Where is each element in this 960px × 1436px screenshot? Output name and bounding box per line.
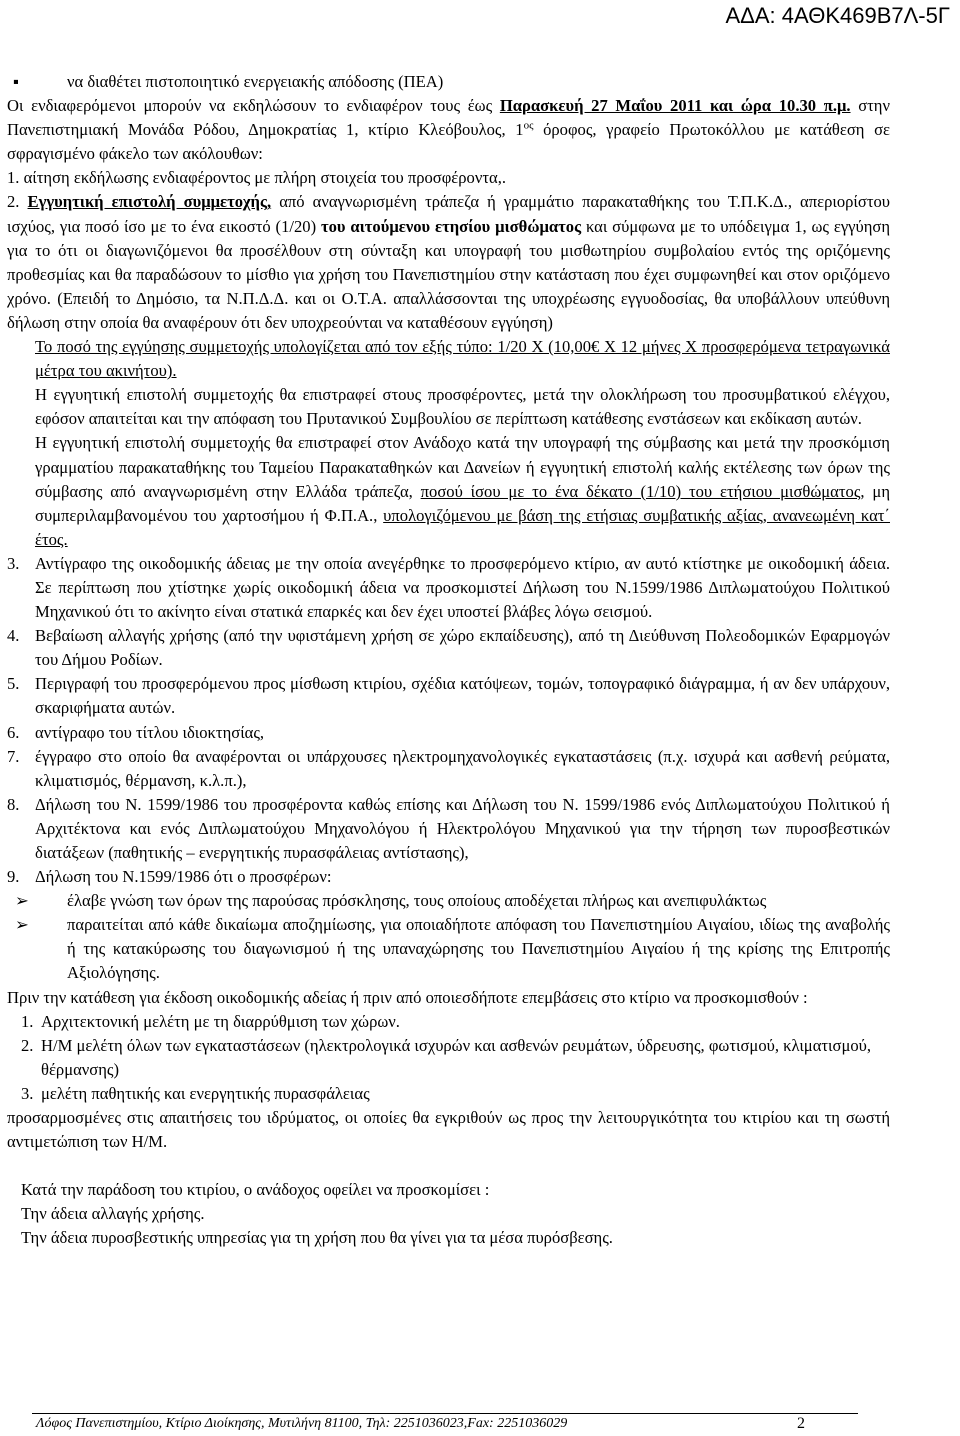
intro-paragraph: Οι ενδιαφερόμενοι μπορούν να εκδηλώσουν το ενδιαφέρον τους έως Παρασκευή 27 Μαΐου 2011 και ώρα 10.30 π.μ. στην Πανεπιστημιακή Μονάδα Ρόδου, Δημοκρατίας 1, κτίριο Κλεόβουλος, $1^{o\varsigma}$ όροφος, γραφείο Πρωτοκόλλου με κατάθεση σε σφραγισμένο φάκελο των ακόλουθων:	[7, 96, 890, 164]
item-5: 5. Περιγραφή του προσφερόμενου προς μίσθωση κτιρίου, σχέδια κατόψεων, τομών, τοπογραφικό διάγραμμα, ή αν δεν υπάρχουν, σκαριφήματα αυτών.	[7, 674, 890, 718]
item-1: 1. αίτηση εκδήλωσης ενδιαφέροντος με πλήρη στοιχεία του προσφέροντα,.	[7, 168, 507, 188]
declaration-arrow-1: ➢ έλαβε γνώση των όρων της παρούσας πρόσκλησης, τους οποίους αποδέχεται πλήρως και ανεπιφυλάκτως	[7, 889, 890, 913]
before-list-item-1: 1. Αρχιτεκτονική μελέτη με τη διαρρύθμιση των χώρων.	[21, 1011, 400, 1031]
declaration-arrow-2: ➢ παραιτείται από κάθε δικαίωμα αποζημίωσης, για οποιαδήποτε απόφαση του Πανεπιστημίου Αιγαίου, ιδίως της αναβολής ή της κατακύρωσης του διαγωνισμού ή της υπαναχώρησης του Πανεπιστημίου Αιγαίου ή της κρίσης της Επιτροπής Αξιολόγησης.	[7, 913, 890, 985]
item-7: 7. έγγραφο στο οποίο θα αναφέρονται οι υπάρχουσες ηλεκτρομηχανολογικές εγκαταστάσεις (π.χ. ισχυρά και ασθενή ρεύματα, κλιματισμός, θέρμανση, κ.λ.π.),	[7, 746, 890, 790]
before-list-item-3: 3. μελέτη παθητικής και ενεργητικής πυρασφάλειας	[21, 1083, 370, 1103]
square-bullet-icon: ▪	[13, 72, 19, 91]
item-9: 9. Δήλωση του Ν.1599/1986 ότι ο προσφέρων:	[7, 867, 332, 887]
delivery-intro: Κατά την παράδοση του κτιρίου, ο ανάδοχος οφείλει να προσκομίσει :	[21, 1180, 490, 1200]
item-6: 6. αντίγραφο του τίτλου ιδιοκτησίας,	[7, 722, 265, 742]
item-3: 3. Αντίγραφο της οικοδομικής άδειας με την οποία ανεγέρθηκε το προσφερόμενο κτίριο, αν αυτό κτίστηκε με οικοδομική άδεια. Σε περίπτωση που χτίστηκε χωρίς οικοδομική άδεια να προσκομιστεί Δήλωση του Ν.1599/1986 Διπλωματούχου Πολιτικού Μηχανικού ότι το ακίνητο είναι στατικά επαρκές και δεν έχει υποστεί βλάβες λόγω σεισμού.	[7, 553, 890, 622]
before-after-text: προσαρμοσμένες στις απαιτήσεις του ιδρύματος, οι οποίες θα εγκριθούν ως προς την λειτουργικότητα του κτιρίου και τη σωστή αντιμετώπιση των Η/Μ.	[7, 1108, 890, 1152]
before-list-item-2: 2. Η/Μ μελέτη όλων των εγκαταστάσεων (ηλεκτρολογικά ισχυρών και ασθενών ρευμάτων, ύδρευσης, φωτισμού, κλιματισμού, θέρμανσης)	[21, 1035, 872, 1079]
delivery-item-1: Την άδεια αλλαγής χρήσης.	[21, 1204, 205, 1224]
item-2: 2. Εγγυητική επιστολή συμμετοχής, από αναγνωρισμένη τράπεζα ή γραμμάτιο παρακαταθήκης του Τ.Π.Κ.Δ., απεριορίστου ισχύος, για ποσό ίσο με το ένα εικοστό (1/20) του αιτούμενου ετησίου μισθώματος και σύμφωνα με το υπόδειγμα 1, ως εγγύηση για το ότι οι διαγωνιζόμενοι θα προσέλθουν στη σύνταξη και υπογραφή του μισθωτηρίου συμβολαίου εντός της οριζόμενης προθεσμίας και θα παραδώσουν το μίσθιο για χρήση του Πανεπιστημίου στην κατάσταση που έχει συμφωνηθεί και στον οριζόμενο χρόνο. (Επειδή το Δημόσιο, τα Ν.Π.Δ.Δ. και οι Ο.Τ.Α. απαλλάσσονται της υποχρέωσης εγγυοδοσίας, θα υποβάλλουν υπεύθυνη δήλωση στην οποία θα αναφέρουν ότι δεν υποχρεούνται να καταθέσουν εγγύηση)	[7, 192, 891, 332]
page-number: 2	[797, 1415, 805, 1432]
pea-text: να διαθέτει πιστοποιητικό ενεργειακής απόδοσης (ΠΕΑ)	[67, 72, 444, 91]
guarantee-formula: Το ποσό της εγγύησης συμμετοχής υπολογίζεται από τον εξής τύπο: 1/20 Χ (10,00€ Χ 12 μήνες Χ προσφερόμενα τετραγωνικά μέτρα του ακινήτου).	[35, 337, 890, 381]
footer-address: Λόφος Πανεπιστημίου, Κτίριο Διοίκησης, Μυτιλήνη 81100, Τηλ: 2251036023,Fax: 2251036029	[36, 1416, 568, 1431]
arrow-bullet-icon: ➢	[15, 891, 29, 911]
pea-bullet	[7, 70, 890, 94]
ada-code: ΑΔΑ: 4ΑΘΚ469Β7Λ-5Γ	[725, 3, 950, 28]
before-intro: Πριν την κατάθεση για έκδοση οικοδομικής αδείας ή πριν από οποιεσδήποτε επεμβάσεις στο κτίριο να προσκομισθούν :	[7, 987, 808, 1007]
guarantee-return-2: Η εγγυητική επιστολή συμμετοχής θα επιστραφεί στον Ανάδοχο κατά την υπογραφή της σύμβασης και μετά την προσκόμιση γραμματίου παρακαταθήκης του Ταμείου Παρακαταθηκών και Δανείων ή εγγυητική επιστολή καλής εκτέλεσης των όρων της σύμβασης από αναγνωρισμένη στην Ελλάδα τράπεζα, ποσού ίσου με το ένα δέκατο (1/10) του ετήσιου μισθώματος, μη συμπεριλαμβανομένου του χαρτοσήμου ή Φ.Π.Α., υπολογιζόμενου με βάση της ετήσιας συμβατικής αξίας, ανανεωμένη κατ΄ έτος.	[35, 433, 890, 549]
delivery-item-2: Την άδεια πυροσβεστικής υπηρεσίας για τη χρήση που θα γίνει για τα μέσα πυρόσβεσης.	[21, 1228, 613, 1248]
item-4: 4. Βεβαίωση αλλαγής χρήσης (από την υφιστάμενη χρήση σε χώρο εκπαίδευσης), από τη Διεύθυνση Πολεοδομικών Εφαρμογών του Δήμου Ροδίων.	[7, 626, 890, 670]
item-8: 8. Δήλωση του Ν. 1599/1986 του προσφέροντα καθώς επίσης και Δήλωση του Ν. 1599/1986 ενός Διπλωματούχου Πολιτικού ή Αρχιτέκτονα και ενός Διπλωματούχου Μηχανολόγου ή Ηλεκτρολόγου Μηχανικού για την τήρηση των πυροσβεστικών διατάξεων (παθητικής – ενεργητικής πυρασφάλειας αντίστασης),	[7, 794, 890, 862]
arrow-bullet-icon: ➢	[15, 915, 29, 935]
document-body	[7, 70, 890, 1251]
guarantee-return-1: Η εγγυητική επιστολή συμμετοχής θα επιστραφεί στους προσφέροντες, μετά την ολοκλήρωση του προσυμβατικού ελέγχου, εφόσον απαιτείται και την απόφαση του Πρυτανικού Συμβουλίου σε περίπτωση κατάθεσης ενστάσεων και εκδίκαση αυτών.	[35, 385, 890, 429]
